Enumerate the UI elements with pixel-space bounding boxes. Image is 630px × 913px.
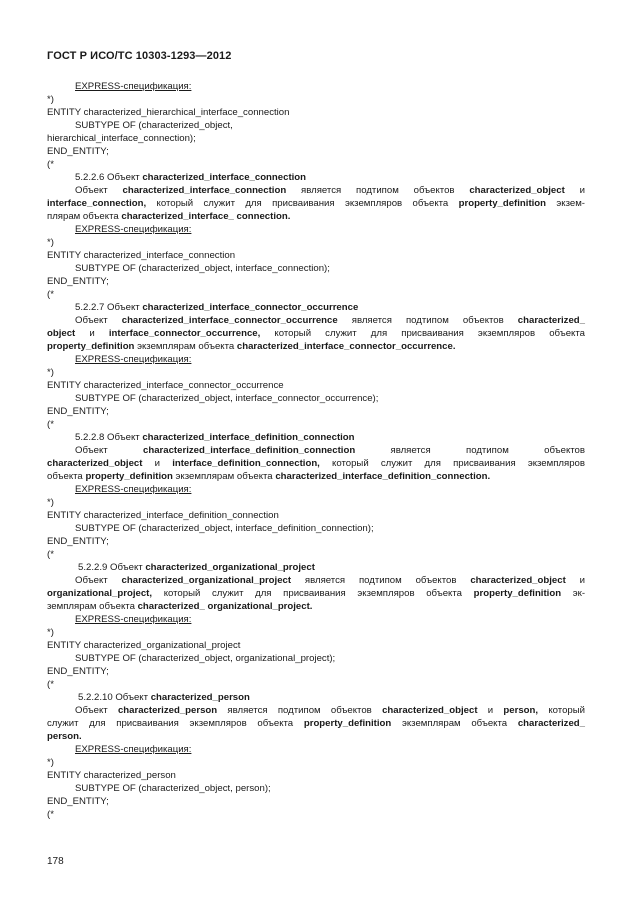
open-comment: (* (47, 159, 54, 170)
section-description: Объект characterized_person является подтипом объектов characterized_object и person, который (75, 705, 585, 716)
entity-declaration: ENTITY characterized_organizational_project (47, 640, 241, 651)
close-comment: *) (47, 237, 54, 248)
section-description: Объект characterized_interface_connector_occurrence является подтипом объектов characterized_ (75, 315, 585, 326)
entity-declaration: ENTITY characterized_interface_connector_occurrence (47, 380, 284, 391)
open-comment: (* (47, 289, 54, 300)
express-label: EXPRESS-спецификация: (75, 614, 192, 625)
section-description: object и interface_connector_occurrence, который служит для присваивания экземпляров объекта (47, 328, 585, 339)
entity-declaration: ENTITY characterized_hierarchical_interface_connection (47, 107, 290, 118)
page-content (47, 80, 585, 821)
section-description: property_definition экземплярам объекта characterized_interface_connector_occurrence. (47, 341, 456, 352)
end-entity: END_ENTITY; (47, 536, 109, 547)
entity-declaration: ENTITY characterized_interface_connection (47, 250, 236, 261)
section-description: Объект characterized_interface_connection является подтипом объектов characterized_object и (75, 185, 585, 196)
section-description: служит для присваивания экземпляров объекта property_definition экземплярам объекта characterized_ (47, 718, 586, 729)
subtype-clause: SUBTYPE OF (characterized_object, interface_connector_occurrence); (75, 393, 379, 404)
section-description: characterized_object и interface_definition_connection, который служит для присваивания экземпляров (47, 458, 585, 469)
open-comment: (* (47, 419, 54, 430)
open-comment: (* (47, 809, 54, 820)
section-heading: 5.2.2.7 Объект characterized_interface_connector_occurrence (75, 302, 359, 313)
close-comment: *) (47, 757, 54, 768)
end-entity: END_ENTITY; (47, 406, 109, 417)
subtype-clause: SUBTYPE OF (characterized_object, interface_definition_connection); (75, 523, 374, 534)
section-description: Объект characterized_interface_definition_connection является подтипом объектов (75, 445, 585, 456)
express-label: EXPRESS-спецификация: (75, 744, 192, 755)
open-comment: (* (47, 679, 54, 690)
section-description: organizational_project, который служит для присваивания экземпляров объекта property_definition эк- (47, 588, 586, 599)
express-label: EXPRESS-спецификация: (75, 224, 192, 235)
section-description: земплярам объекта characterized_ organizational_project. (47, 601, 313, 612)
section-heading: 5.2.2.10 Объект characterized_person (78, 692, 250, 703)
page-number: 178 (47, 856, 64, 867)
section-heading: 5.2.2.6 Объект characterized_interface_connection (75, 172, 307, 183)
end-entity: END_ENTITY; (47, 146, 109, 157)
close-comment: *) (47, 94, 54, 105)
end-entity: END_ENTITY; (47, 666, 109, 677)
section-description: плярам объекта characterized_interface_ connection. (47, 211, 291, 222)
close-comment: *) (47, 367, 54, 378)
section-heading: 5.2.2.8 Объект characterized_interface_definition_connection (75, 432, 355, 443)
entity-declaration: ENTITY characterized_person (47, 770, 176, 781)
subtype-clause: SUBTYPE OF (characterized_object, interface_connection); (75, 263, 330, 274)
section-description: interface_connection, который служит для присваивания экземпляров объекта property_definition экзем- (47, 198, 585, 209)
subtype-clause: SUBTYPE OF (characterized_object, organizational_project); (75, 653, 336, 664)
subtype-clause-continued: hierarchical_interface_connection); (47, 133, 196, 144)
subtype-clause: SUBTYPE OF (characterized_object, (75, 120, 233, 131)
section-heading: 5.2.2.9 Объект characterized_organizational_project (78, 562, 315, 573)
end-entity: END_ENTITY; (47, 796, 109, 807)
entity-declaration: ENTITY characterized_interface_definition_connection (47, 510, 279, 521)
section-description: Объект characterized_organizational_project является подтипом объектов characterized_object и (75, 575, 585, 586)
close-comment: *) (47, 497, 54, 508)
open-comment: (* (47, 549, 54, 560)
close-comment: *) (47, 627, 54, 638)
page-header: ГОСТ Р ИСО/ТС 10303-1293—2012 (47, 50, 232, 62)
express-label: EXPRESS-спецификация: (75, 484, 192, 495)
section-description: объекта property_definition экземплярам объекта characterized_interface_definition_connection. (47, 471, 491, 482)
end-entity: END_ENTITY; (47, 276, 109, 287)
express-label: EXPRESS-спецификация: (75, 81, 192, 92)
section-description: person. (47, 731, 82, 742)
express-label: EXPRESS-спецификация: (75, 354, 192, 365)
subtype-clause: SUBTYPE OF (characterized_object, person); (75, 783, 271, 794)
